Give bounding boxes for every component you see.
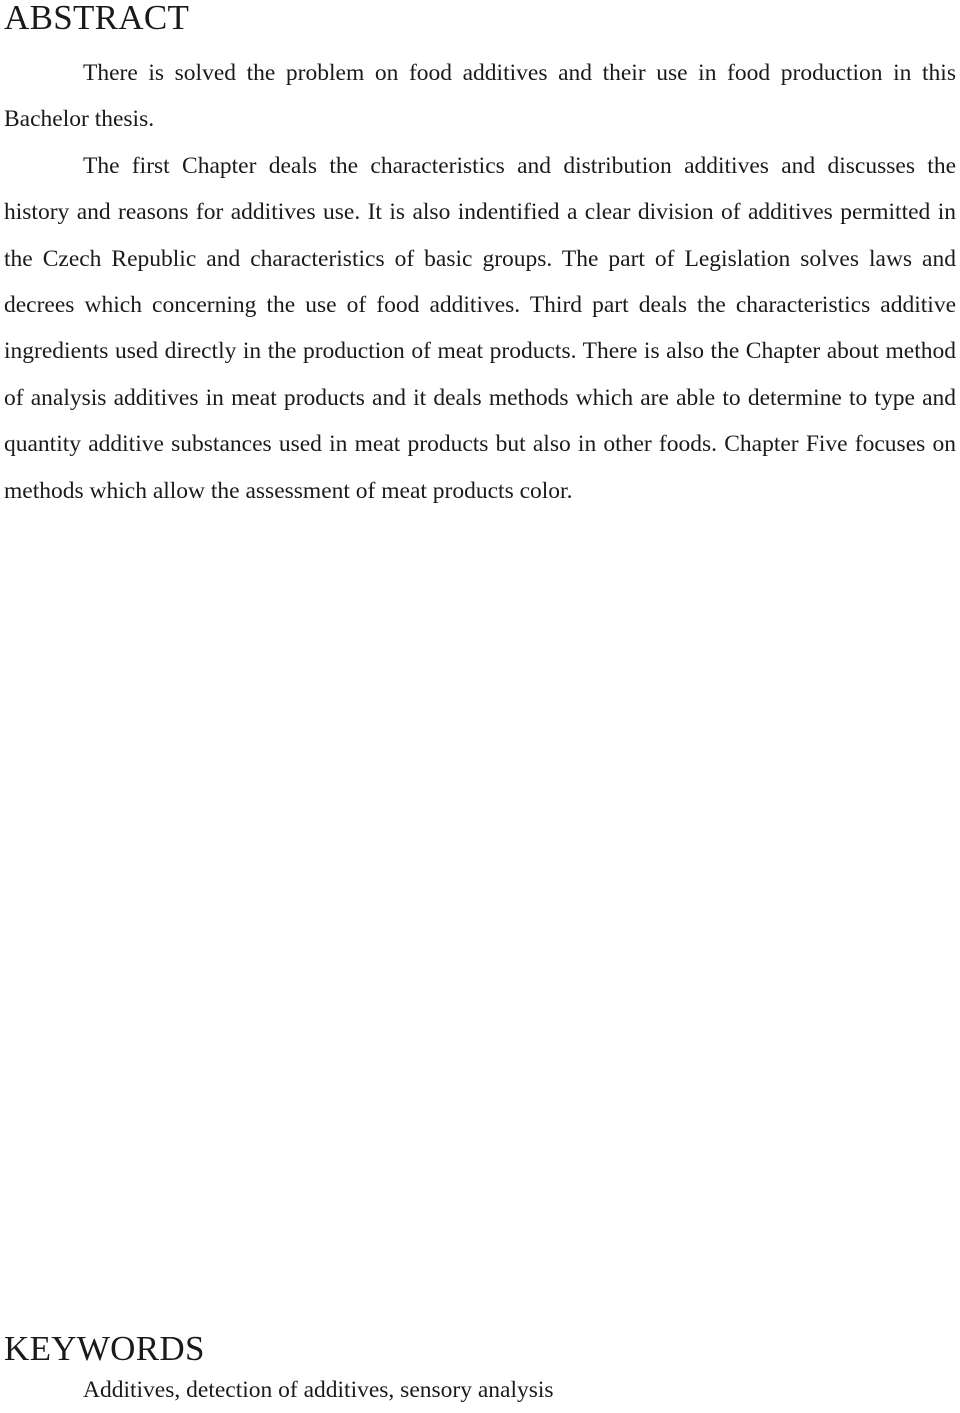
keywords-heading: KEYWORDS — [4, 1329, 205, 1368]
keywords-list: Additives, detection of additives, sensory analysis — [83, 1377, 554, 1403]
abstract-paragraph-1: There is solved the problem on food additives and their use in food production in this Bachelor thesis. — [4, 60, 956, 133]
abstract-body — [4, 50, 956, 514]
abstract-heading: ABSTRACT — [4, 0, 190, 37]
abstract-paragraph-2: The first Chapter deals the characteristics and distribution additives and discusses the history and reasons for additives use. It is also indentified a clear division of additives permitted in the Czech Republic and characteristics of basic groups. The part of Legislation solves laws and decrees which concerning the use of food additives. Third part deals the characteristics additive ingredients used directly in the production of meat products. There is also the Chapter about method of analysis additives in meat products and it deals methods which are able to determine to type and quantity additive substances used in meat products but also in other foods. Chapter Five focuses on methods which allow the assessment of meat products color. — [4, 152, 956, 504]
